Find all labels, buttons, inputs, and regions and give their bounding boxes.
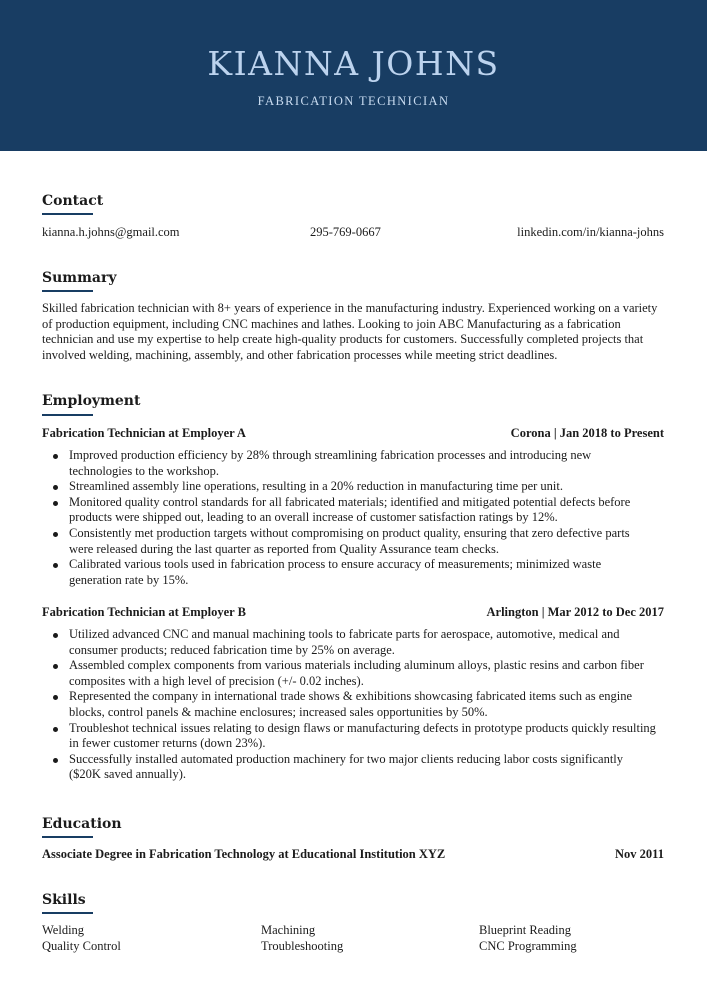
job-header bbox=[42, 425, 664, 441]
education-heading: Education bbox=[42, 816, 122, 832]
resume-header bbox=[0, 0, 707, 151]
education-entry bbox=[42, 846, 664, 862]
candidate-title: FABRICATION TECHNICIAN bbox=[257, 94, 450, 108]
contact-linkedin[interactable]: linkedin.com/in/kianna-johns bbox=[517, 225, 664, 239]
summary-text: Skilled fabrication technician with 8+ years of experience in the manufacturing industry. Experienced working on a variety of production equipment, including CNC machines and lathes. Looking to join ABC Manufacturing as a fabrication technician and use my expertise to help create high-quality products for customers. Successfully completed projects that involved welding, machining, assembly, and other fabrication processes while meeting strict deadlines. bbox=[42, 301, 658, 362]
list-item: Successfully installed automated production machinery for two major clients reducing labor costs significantly ($20K saved annually). bbox=[42, 752, 664, 783]
employment-heading: Employment bbox=[42, 393, 141, 409]
education-date: Nov 2011 bbox=[615, 847, 664, 861]
contact-heading-rule bbox=[42, 213, 93, 215]
skills-heading: Skills bbox=[42, 892, 86, 908]
list-item: Troubleshot technical issues relating to design flaws or manufacturing defects in prototype products quickly resulting in fewer customer returns (down 23%). bbox=[42, 721, 664, 752]
list-item: Improved production efficiency by 28% through streamlining fabrication processes and introducing new technologies to the workshop. bbox=[42, 448, 664, 479]
list-item: Monitored quality control standards for all fabricated materials; identified and mitigated potential defects before products were shipped out, leading to an overall increase of customer satisfaction ratings by 12%. bbox=[42, 495, 664, 526]
list-item: Streamlined assembly line operations, resulting in a 20% reduction in manufacturing time per unit. bbox=[42, 479, 664, 495]
employment-heading-rule bbox=[42, 414, 93, 416]
list-item: Represented the company in international trade shows & exhibitions showcasing fabricated items such as engine blocks, control panels & machine enclosures; increased sales opportunities by 50%. bbox=[42, 689, 664, 720]
summary-heading-rule bbox=[42, 290, 93, 292]
skill-item: CNC Programming bbox=[479, 939, 577, 953]
contact-phone[interactable]: 295-769-0667 bbox=[310, 225, 381, 239]
job-title: Fabrication Technician at Employer A bbox=[42, 426, 246, 440]
contact-row bbox=[42, 224, 664, 240]
contact-heading: Contact bbox=[42, 193, 104, 209]
job-achievements-list bbox=[42, 448, 664, 588]
summary-heading: Summary bbox=[42, 270, 117, 286]
skill-item: Troubleshooting bbox=[261, 939, 344, 953]
contact-email[interactable]: kianna.h.johns@gmail.com bbox=[42, 225, 180, 239]
job-location-dates: Arlington | Mar 2012 to Dec 2017 bbox=[486, 605, 664, 619]
education-heading-rule bbox=[42, 836, 93, 838]
list-item: Assembled complex components from various materials including aluminum alloys, plastic resins and carbon fiber composites with a high level of precision (+/- 0.02 inches). bbox=[42, 658, 664, 689]
job-achievements-list bbox=[42, 627, 664, 783]
job-title: Fabrication Technician at Employer B bbox=[42, 605, 246, 619]
skill-item: Welding bbox=[42, 923, 85, 937]
skill-item: Blueprint Reading bbox=[479, 923, 571, 937]
list-item: Calibrated various tools used in fabrication process to ensure accuracy of measurements; minimized waste generation rate by 15%. bbox=[42, 557, 664, 588]
education-degree: Associate Degree in Fabrication Technology at Educational Institution XYZ bbox=[42, 847, 446, 861]
skill-item: Quality Control bbox=[42, 939, 121, 953]
list-item: Utilized advanced CNC and manual machining tools to fabricate parts for aerospace, automotive, medical and consumer products; reduced fabrication time by 25% on average. bbox=[42, 627, 664, 658]
skill-item: Machining bbox=[261, 923, 316, 937]
job-header bbox=[42, 604, 664, 620]
skills-heading-rule bbox=[42, 912, 93, 914]
job-location-dates: Corona | Jan 2018 to Present bbox=[510, 426, 664, 440]
candidate-name: KIANNA JOHNS bbox=[207, 44, 500, 83]
list-item: Consistently met production targets without compromising on product quality, ensuring that zero defective parts were released during the last quarter as reported from Quality Assurance team checks. bbox=[42, 526, 664, 557]
